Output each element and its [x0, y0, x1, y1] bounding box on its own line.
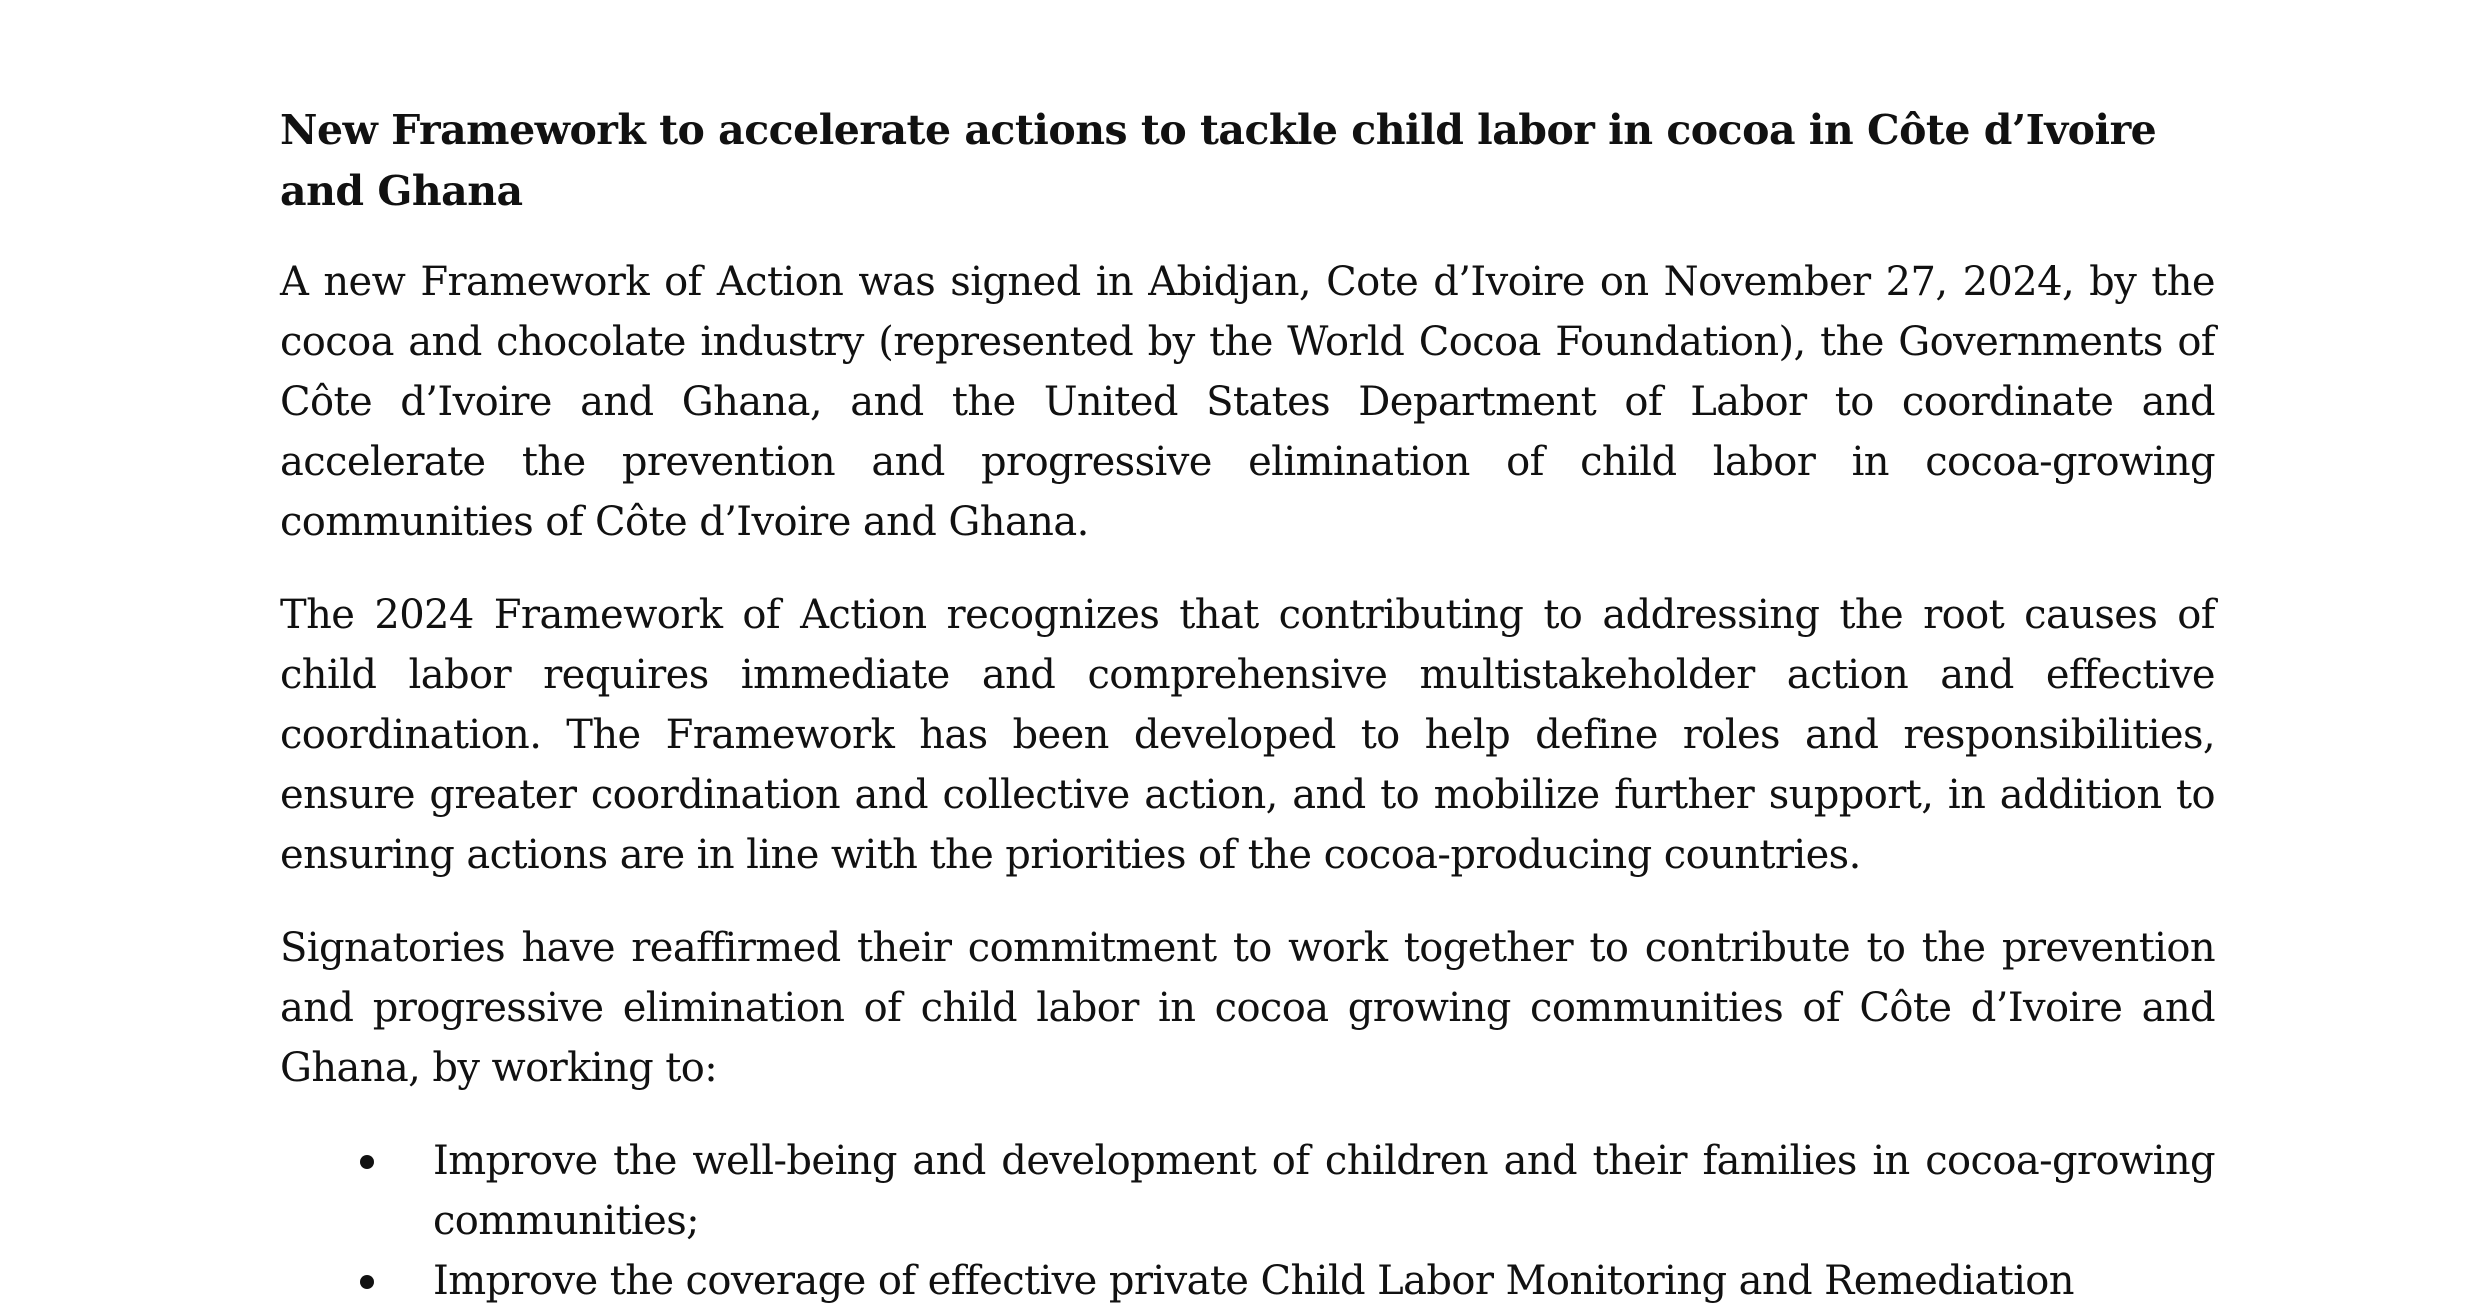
document-title: New Framework to accelerate actions to tackle child labor in cocoa in Côte d’Ivoire and Ghana: [280, 106, 2157, 215]
paragraph-signatories: Signatories have reaffirmed their commitment to work together to contribute to the prevention and progressive elimination of child labor in cocoa growing communities of Côte d’Ivoire and Ghana, by working to:: [280, 925, 2215, 1091]
list-item: [280, 1251, 2215, 1311]
paragraph-framework: The 2024 Framework of Action recognizes that contributing to addressing the root causes of child labor requires immediate and comprehensive multistakeholder action and effective coordination. The Framework has been developed to help define roles and responsibilities, ensure greater coordination and collective action, and to mobilize further support, in addition to ensuring actions are in line with the priorities of the cocoa-producing countries.: [280, 592, 2215, 878]
list-item-text: Improve the coverage of effective private Child Labor Monitoring and Remediation: [433, 1258, 2074, 1304]
paragraph-intro: A new Framework of Action was signed in Abidjan, Cote d’Ivoire on November 27, 2024, by the cocoa and chocolate industry (represented by the World Cocoa Foundation), the Governments of Côte d’Ivoire and Ghana, and the United States Department of Labor to coordinate and accelerate the prevention and progressive elimination of child labor in cocoa-growing communities of Côte d’Ivoire and Ghana.: [280, 259, 2215, 545]
list-item-text: Improve the well-being and development of children and their families in cocoa-growing communities;: [433, 1138, 2215, 1244]
document-page: [280, 100, 2215, 1311]
list-item: [280, 1131, 2215, 1251]
bullet-icon: [360, 1155, 374, 1169]
bullet-icon: [360, 1275, 374, 1289]
commitment-list: [280, 1131, 2215, 1311]
